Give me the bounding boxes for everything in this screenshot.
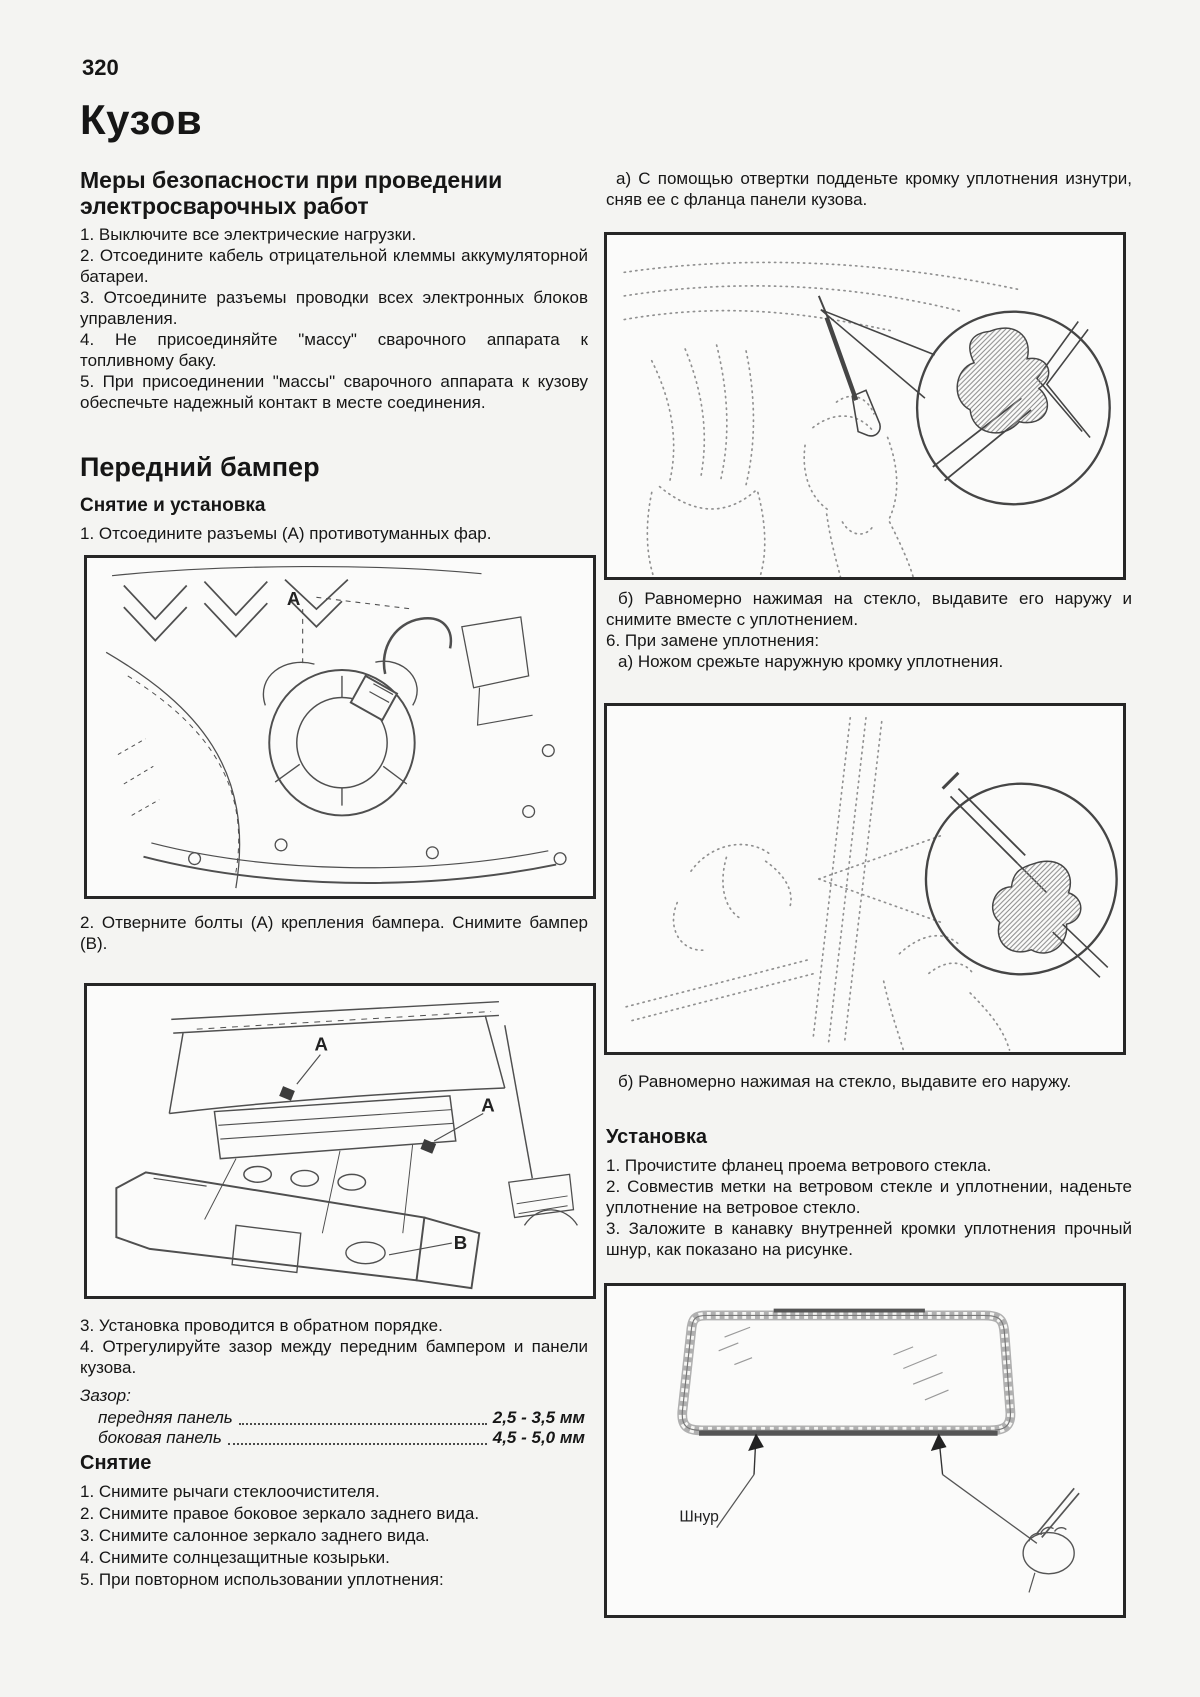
windshield-step-b-remove: б) Равномерно нажимая на стекло, выдавите его наружу и снимите вместе с уплотнением. (606, 589, 1132, 629)
front-bumper-heading: Передний бампер (80, 452, 320, 482)
removal-list (80, 1481, 588, 1591)
bumper-label-b: B (453, 1231, 468, 1253)
safety-item: 4. Не присоединяйте "массу" сварочного аппарата к топливному баку. (80, 330, 588, 370)
safety-item: 1. Выключите все электрические нагрузки. (80, 225, 417, 244)
gap-row-value: 2,5 - 3,5 мм (492, 1408, 585, 1427)
install-heading: Установка (606, 1126, 707, 1148)
removal-item: 5. При повторном использовании уплотнения: (80, 1570, 444, 1589)
safety-heading: Меры безопасности при проведении электросварочных работ (80, 167, 503, 220)
removal-item: 1. Снимите рычаги стеклоочистителя. (80, 1482, 380, 1501)
bumper-removal-drawing (87, 986, 593, 1296)
front-bumper-step2: 2. Отверните болты (А) крепления бампера. Снимите бампер (В). (80, 913, 588, 953)
windshield-step-b-push-block (606, 1071, 1132, 1092)
bumper-label-a2: A (481, 1094, 495, 1116)
gap-row-name: боковая панель (98, 1428, 222, 1447)
page-title: Кузов (80, 96, 203, 143)
figure-seal-cutting (604, 703, 1126, 1055)
removal-item: 2. Снимите правое боковое зеркало заднего вида. (80, 1504, 480, 1523)
leader-dots (228, 1443, 487, 1445)
bumper-label-a1: A (314, 1033, 328, 1055)
gap-row-side-panel (98, 1428, 585, 1448)
page-number: 320 (82, 55, 119, 80)
seal-cutting-drawing (607, 706, 1123, 1052)
windshield-step-b-push: б) Равномерно нажимая на стекло, выдавите его наружу. (618, 1072, 1072, 1091)
gap-row-name: передняя панель (98, 1408, 233, 1427)
safety-item: 2. Отсоедините кабель отрицательной клеммы аккумуляторной батареи. (80, 246, 588, 286)
safety-item: 5. При присоединении "массы" сварочного аппарата к кузову обеспечьте надежный контакт в месте соединения. (80, 372, 588, 412)
windshield-cord-drawing (607, 1286, 1123, 1615)
safety-list (80, 224, 588, 413)
figure-fog-lamp-connector (84, 555, 596, 899)
removal-heading: Снятие (80, 1452, 152, 1474)
gap-row-front-panel (98, 1408, 585, 1428)
install-list (606, 1155, 1132, 1260)
install-item: 1. Прочистите фланец проема ветрового стекла. (606, 1156, 992, 1175)
figure-seal-prying (604, 232, 1126, 580)
leader-dots (239, 1423, 487, 1425)
gap-row-value: 4,5 - 5,0 мм (492, 1428, 585, 1447)
connector-label-a: A (286, 588, 301, 610)
front-bumper-subheading: Снятие и установка (80, 495, 266, 516)
front-bumper-step4: 4. Отрегулируйте зазор между передним бампером и панели кузова. (80, 1337, 588, 1377)
front-bumper-step3: 3. Установка проводится в обратном порядке. (80, 1316, 443, 1335)
install-item: 2. Совместив метки на ветровом стекле и уплотнении, наденьте уплотнение на ветровое стекло. (606, 1177, 1132, 1217)
windshield-step-a: а) С помощью отвертки подденьте кромку уплотнения изнутри, сняв ее с фланца панели кузова. (606, 169, 1132, 209)
fog-lamp-connector-drawing (87, 558, 593, 896)
figure-bumper-removal (84, 983, 596, 1299)
front-bumper-step1: 1. Отсоедините разъемы (А) противотуманных фар. (80, 524, 492, 543)
windshield-step6-a: а) Ножом срежьте наружную кромку уплотнения. (618, 652, 1004, 671)
windshield-step6: 6. При замене уплотнения: (606, 631, 820, 650)
gap-label: Зазор: (80, 1386, 131, 1405)
seal-prying-drawing (607, 235, 1123, 577)
figure-windshield-cord (604, 1283, 1126, 1618)
removal-item: 4. Снимите солнцезащитные козырьки. (80, 1548, 390, 1567)
install-item: 3. Заложите в канавку внутренней кромки уплотнения прочный шнур, как показано на рисунке. (606, 1219, 1132, 1259)
windshield-steps-block (606, 588, 1132, 672)
removal-item: 3. Снимите салонное зеркало заднего вида. (80, 1526, 430, 1545)
gap-table (98, 1408, 585, 1448)
cord-label: Шнур (679, 1508, 719, 1526)
safety-item: 3. Отсоедините разъемы проводки всех электронных блоков управления. (80, 288, 588, 328)
front-bumper-steps34 (80, 1315, 588, 1378)
